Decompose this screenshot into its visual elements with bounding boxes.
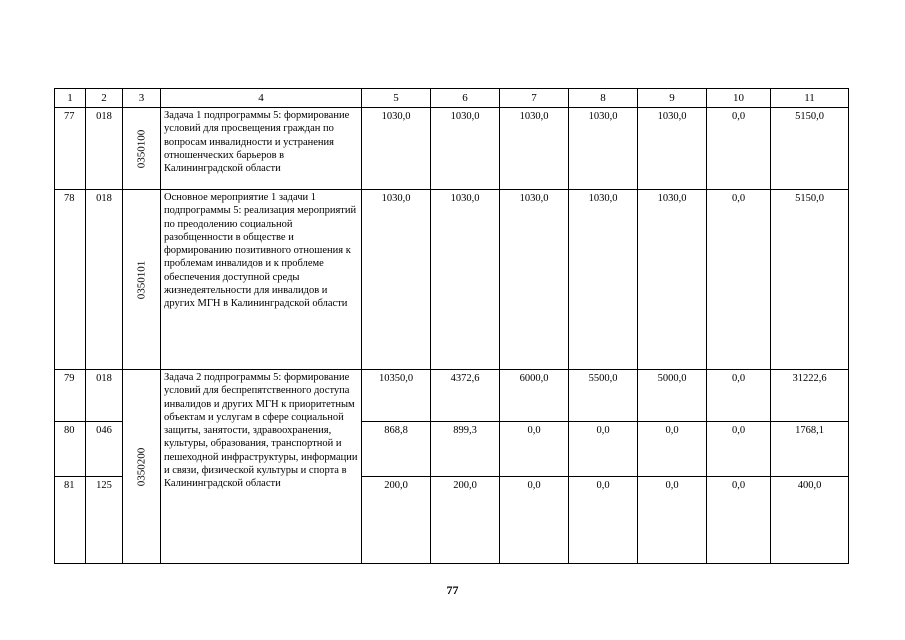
value-cell: 1030,0 [638, 108, 707, 190]
col-header: 9 [638, 89, 707, 108]
value-cell: 1030,0 [431, 108, 500, 190]
kbk-code: 0350101 [135, 260, 147, 299]
description-cell: Задача 1 подпрограммы 5: формирование условий для просвещения граждан по вопросам инвалидности и устранения отношенческих барьеров в Калининградской области [161, 108, 362, 190]
value-cell: 0,0 [569, 422, 638, 477]
value-cell: 0,0 [707, 108, 771, 190]
row-number: 80 [55, 422, 86, 477]
row-number: 79 [55, 370, 86, 422]
value-cell: 5150,0 [771, 108, 849, 190]
kbk-cell [123, 370, 161, 564]
code-cell: 018 [86, 190, 123, 370]
value-cell: 0,0 [638, 477, 707, 564]
value-cell: 0,0 [500, 422, 569, 477]
value-cell: 0,0 [707, 190, 771, 370]
table-row [55, 190, 849, 370]
value-cell: 10350,0 [362, 370, 431, 422]
col-header: 1 [55, 89, 86, 108]
row-number: 77 [55, 108, 86, 190]
row-number: 81 [55, 477, 86, 564]
col-header: 11 [771, 89, 849, 108]
col-header: 8 [569, 89, 638, 108]
col-header: 2 [86, 89, 123, 108]
value-cell: 4372,6 [431, 370, 500, 422]
table-row [55, 108, 849, 190]
page-number: 77 [446, 583, 459, 597]
value-cell: 1030,0 [500, 108, 569, 190]
value-cell: 0,0 [638, 422, 707, 477]
header-row [55, 89, 849, 108]
code-cell: 125 [86, 477, 123, 564]
code-cell: 046 [86, 422, 123, 477]
value-cell: 899,3 [431, 422, 500, 477]
value-cell: 400,0 [771, 477, 849, 564]
description-cell: Основное мероприятие 1 задачи 1 подпрограммы 5: реализация мероприятий по преодолению социальной разобщенности в обществе и формированию позитивного отношения к проблемам инвалидов и к проблеме обеспечения доступной среды жизнедеятельности для инвалидов и других МГН в Калининградской области [161, 190, 362, 370]
value-cell: 5000,0 [638, 370, 707, 422]
value-cell: 0,0 [707, 477, 771, 564]
value-cell: 6000,0 [500, 370, 569, 422]
kbk-code: 0350100 [135, 129, 147, 168]
value-cell: 868,8 [362, 422, 431, 477]
budget-table [54, 88, 849, 564]
value-cell: 0,0 [707, 422, 771, 477]
kbk-cell [123, 108, 161, 190]
row-number: 78 [55, 190, 86, 370]
col-header: 7 [500, 89, 569, 108]
value-cell: 1030,0 [431, 190, 500, 370]
value-cell: 5150,0 [771, 190, 849, 370]
col-header: 10 [707, 89, 771, 108]
col-header: 6 [431, 89, 500, 108]
value-cell: 1030,0 [569, 190, 638, 370]
kbk-code: 0350200 [135, 447, 147, 486]
value-cell: 0,0 [707, 370, 771, 422]
value-cell: 1030,0 [638, 190, 707, 370]
value-cell: 200,0 [431, 477, 500, 564]
value-cell: 5500,0 [569, 370, 638, 422]
value-cell: 1030,0 [362, 108, 431, 190]
value-cell: 1030,0 [362, 190, 431, 370]
value-cell: 0,0 [569, 477, 638, 564]
value-cell: 200,0 [362, 477, 431, 564]
col-header: 4 [161, 89, 362, 108]
description-cell: Задача 2 подпрограммы 5: формирование условий для беспрепятственного доступа инвалидов и других МГН к приоритетным объектам и услугам в сфере социальной защиты, занятости, здравоохранения, культуры, образования, транспортной и пешеходной инфраструктуры, информации и связи, физической культуры и спорта в Калининградской области [161, 370, 362, 564]
col-header: 3 [123, 89, 161, 108]
kbk-cell [123, 190, 161, 370]
value-cell: 1768,1 [771, 422, 849, 477]
code-cell: 018 [86, 108, 123, 190]
value-cell: 0,0 [500, 477, 569, 564]
table-row [55, 370, 849, 422]
code-cell: 018 [86, 370, 123, 422]
value-cell: 31222,6 [771, 370, 849, 422]
value-cell: 1030,0 [500, 190, 569, 370]
col-header: 5 [362, 89, 431, 108]
value-cell: 1030,0 [569, 108, 638, 190]
